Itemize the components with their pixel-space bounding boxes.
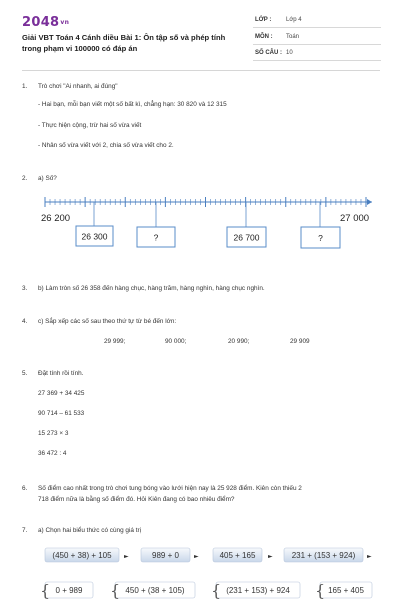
q5-item-1: 27 369 + 34 425 (38, 390, 85, 397)
expr-chip-row1-3[interactable] (213, 548, 262, 562)
q1-title: Trò chơi "Ai nhanh, ai đúng" (38, 83, 118, 90)
answer-box-3-label: 26 700 (233, 232, 260, 243)
q7-number: 7. (22, 527, 28, 534)
q6-line-2: 718 điểm nữa là bằng số điểm đó. Hỏi Kiên đang có bao nhiêu điểm? (38, 496, 235, 503)
brace-icon: { (110, 581, 121, 600)
q2-number: 2. (22, 175, 28, 182)
q7-title: a) Chọn hai biểu thức có cùng giá trị (38, 527, 142, 534)
meta-grade: LỚP : Lớp 4 (253, 15, 381, 28)
q4-title: c) Sắp xếp các số sau theo thứ tự từ bé đến lớn: (38, 318, 177, 325)
q5-item-3: 15 273 × 3 (38, 430, 69, 437)
answer-box-4[interactable] (301, 227, 340, 248)
expr-chip-row2-1[interactable] (45, 582, 93, 598)
q4-value-4: 29 909 (290, 338, 310, 345)
expr-row1-3: 405 + 165 (219, 551, 256, 560)
q6-number: 6. (22, 485, 28, 492)
number-line-right-label: 27 000 (340, 213, 370, 224)
expr-chip-row2-4[interactable] (320, 582, 372, 598)
arrow-right-icon: ► (367, 553, 372, 560)
expr-row2-4: 165 + 405 (328, 586, 364, 595)
expr-chip-row2-3[interactable] (216, 582, 300, 598)
expr-row2-3: (231 + 153) + 924 (226, 586, 290, 595)
q2-title: a) Số? (38, 175, 57, 182)
expr-row1-2: 989 + 0 (152, 551, 179, 560)
brace-icon: { (315, 581, 326, 600)
q1-item-3: - Nhân số vừa viết với 2, chia số vừa viết cho 2. (38, 142, 174, 149)
expr-chip-row1-4[interactable] (284, 548, 363, 562)
arrow-right-icon: ► (124, 553, 129, 560)
brand-logo[interactable]: 2048vn (22, 15, 70, 30)
meta-question-count: SỐ CÂU : 10 (253, 48, 381, 61)
answer-box-1-label: 26 300 (81, 231, 108, 242)
q4-value-2: 90 000; (165, 338, 187, 345)
answer-box-2[interactable] (137, 227, 175, 247)
expr-row1-1: (450 + 38) + 105 (52, 551, 112, 560)
q4-value-1: 29 999; (104, 338, 126, 345)
arrow-right-icon: ► (194, 553, 199, 560)
expr-chip-row1-1[interactable] (45, 548, 119, 562)
brace-icon: { (211, 581, 222, 600)
q3-number: 3. (22, 285, 28, 292)
expr-row2-2: 450 + (38 + 105) (125, 586, 185, 595)
number-line-arrow-icon (367, 199, 372, 205)
q3-title: b) Làm tròn số 26 358 đến hàng chục, hàng trăm, hàng nghìn, hàng chục nghìn. (38, 285, 265, 292)
q5-title: Đặt tính rồi tính. (38, 370, 84, 377)
q5-item-2: 90 714 – 61 533 (38, 410, 85, 417)
q1-item-1: - Hai bạn, mỗi bạn viết một số bất kì, chẳng hạn: 30 820 và 12 315 (38, 101, 227, 108)
number-line-left-label: 26 200 (41, 213, 71, 224)
q1-number: 1. (22, 83, 28, 90)
meta-subject: MÔN : Toán (253, 32, 381, 45)
arrow-right-icon: ► (268, 553, 273, 560)
answer-box-1[interactable] (76, 226, 113, 246)
expr-chip-row2-2[interactable] (115, 582, 195, 598)
q6-line-1: Số điểm cao nhất trong trò chơi tung bóng vào lưới hiện nay là 25 928 điểm. Kiên còn thiếu 2 (38, 485, 302, 492)
expr-row1-4: 231 + (153 + 924) (291, 551, 356, 560)
brace-icon: { (40, 581, 51, 600)
expr-row2-1: 0 + 989 (55, 586, 83, 595)
answer-box-3[interactable] (227, 227, 266, 247)
q1-item-2: - Thực hiện cộng, trừ hai số vừa viết (38, 122, 142, 129)
q5-item-4: 36 472 : 4 (38, 450, 67, 457)
q4-number: 4. (22, 318, 28, 325)
page-title: Giải VBT Toán 4 Cánh diều Bài 1: Ôn tập số và phép tính trong phạm vi 100000 có đáp án (22, 33, 226, 53)
answer-box-4-label: ? (318, 233, 323, 243)
q4-value-3: 20 990; (228, 338, 250, 345)
q5-number: 5. (22, 370, 28, 377)
expr-chip-row1-2[interactable] (141, 548, 190, 562)
answer-box-2-label: ? (153, 232, 159, 243)
